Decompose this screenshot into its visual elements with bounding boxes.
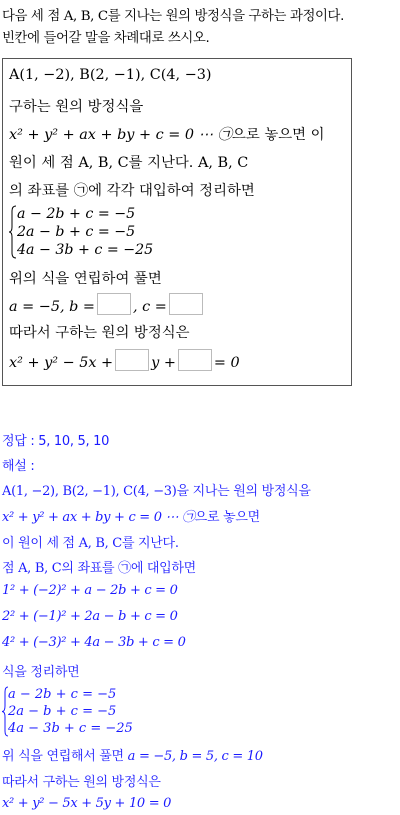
sol-line10-vals: a = −5, b = 5, c = 10 [127, 749, 263, 764]
sol-line3-pts: A, B, C [78, 536, 122, 551]
sol-line3 [2, 532, 179, 551]
sol-eq-1: 1² + (−2)² + a − 2b + c = 0 [2, 583, 178, 598]
box-solution-line [9, 293, 205, 315]
box-eq1: x² + y² + ax + by + c = 0 ⋯ ㉠ [9, 127, 232, 143]
sol-line3-pre: 이 원이 세 점 [2, 536, 79, 551]
sol-final-equation: x² + y² − 5x + 5y + 10 = 0 [2, 796, 172, 811]
sol-system-eq-3: 4a − 3b + c = −25 [8, 721, 133, 736]
sol-system-eq-2: 2a − b + c = −5 [8, 704, 117, 719]
sol-line2 [2, 506, 260, 525]
blank-constant[interactable] [178, 349, 212, 371]
sol-line4-post: 의 좌표를 ㉠에 대입하면 [61, 561, 196, 576]
sol-line4-pts: A, B, C [18, 561, 62, 576]
box-eq1-post: 으로 놓으면 이 [232, 127, 325, 143]
box-line2: 구하는 원의 방정식을 [9, 99, 144, 115]
box-eq-line [9, 123, 325, 144]
blank-c[interactable] [169, 293, 203, 315]
sol-line1-post: 을 지나는 원의 방정식을 [176, 484, 311, 499]
problem-box [2, 58, 352, 386]
box-line4-pts1: A, B, C [78, 155, 129, 171]
box-line4-mid: 를 지난다. [128, 155, 198, 171]
box-line5: 의 좌표를 ㉠에 각각 대입하여 정리하면 [9, 183, 255, 199]
sol-line1-pts: A(1, −2), B(2, −1), C(4, −3) [2, 484, 177, 499]
sol-system [8, 686, 133, 737]
blank-b[interactable] [97, 293, 131, 315]
box-line4 [9, 151, 248, 172]
box-points: A(1, −2), B(2, −1), C(4, −3) [9, 67, 212, 83]
box-line9: 따라서 구하는 원의 방정식은 [9, 325, 190, 341]
sol-line1 [2, 480, 311, 499]
final-mid: y + [151, 355, 176, 371]
sol-system-eq-1: a − 2b + c = −5 [8, 687, 117, 702]
box-line4-pts2: A, B, C [197, 155, 249, 171]
box-line4-pre: 원이 세 점 [9, 155, 79, 171]
sol-eq-2: 2² + (−1)² + 2a − b + c = 0 [2, 609, 178, 624]
sol-line11: 따라서 구하는 원의 방정식은 [2, 775, 161, 790]
sol-line2-eq: x² + y² + ax + by + c = 0 ⋯ ㉠ [2, 510, 195, 525]
question-line1-post: 를 지나는 원의 방정식을 구하는 과정이다. [107, 9, 344, 24]
question-line2: 빈칸에 들어갈 말을 차례대로 쓰시오. [2, 31, 210, 46]
final-post: = 0 [213, 355, 240, 371]
system-eq-1: a − 2b + c = −5 [17, 206, 136, 222]
system-eq-2: 2a − b + c = −5 [17, 224, 136, 240]
sol-line10-pre: 위 식을 연립해서 풀면 [2, 749, 128, 764]
blank-y-coef[interactable] [115, 349, 149, 371]
question-points: A, B, C [63, 9, 108, 24]
sol-line4 [2, 557, 196, 576]
sol-line8: 식을 정리하면 [2, 665, 80, 680]
sol-line2-post: 으로 놓으면 [194, 510, 260, 525]
sol-line3-post: 를 지난다. [121, 536, 179, 551]
answer-line: 정답 : 5, 10, 5, 10 [2, 434, 110, 449]
question-line1-pre: 다음 세 점 [2, 9, 64, 24]
sol-line4-pre: 점 [2, 561, 19, 576]
sol-a-text: a = −5, b = [9, 299, 95, 315]
question-text [2, 6, 398, 50]
box-final-line [9, 349, 240, 371]
explanation-label: 해설 : [2, 459, 35, 474]
sol-c-text: , c = [133, 299, 167, 315]
box-line7: 위의 식을 연립하여 풀면 [9, 271, 162, 287]
system-eq-3: 4a − 3b + c = −25 [17, 242, 154, 258]
final-pre: x² + y² − 5x + [9, 355, 114, 371]
system-equations [17, 205, 153, 259]
system-brace [9, 205, 17, 259]
sol-line10 [2, 745, 263, 764]
sol-eq-3: 4² + (−3)² + 4a − 3b + c = 0 [2, 635, 186, 650]
